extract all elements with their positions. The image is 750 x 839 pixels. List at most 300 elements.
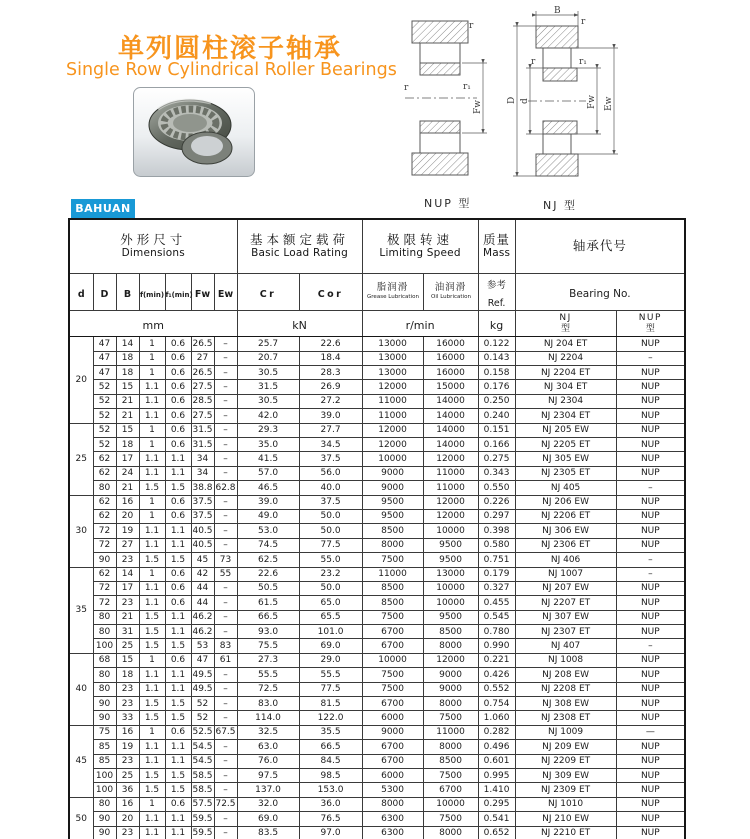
table-cell: 83.0 (237, 697, 299, 711)
table-cell: 62.8 (214, 481, 237, 495)
table-cell: 1.1 (165, 826, 191, 839)
header-speed-en: Limiting Speed (379, 247, 461, 260)
table-cell: 36.0 (299, 797, 362, 811)
col-Cr: Cr (259, 288, 277, 300)
table-cell: 52 (191, 697, 214, 711)
bearing-table-wrapper (68, 218, 684, 839)
table-cell: 40.5 (191, 538, 214, 552)
table-cell: 69.0 (299, 639, 362, 653)
table-cell: 22.6 (237, 567, 299, 581)
table-cell: 15 (116, 423, 139, 437)
table-cell: 9500 (423, 538, 478, 552)
table-cell: NUP (616, 754, 685, 768)
dim-r-left-label: r (531, 57, 536, 67)
table-cell: 0.6 (165, 797, 191, 811)
table-cell: 11000 (362, 567, 423, 581)
table-cell: – (214, 826, 237, 839)
table-cell: 18 (116, 438, 139, 452)
table-cell: 32.5 (237, 725, 299, 739)
table-cell: NJ 309 EW (515, 769, 616, 783)
table-cell: – (214, 783, 237, 797)
table-cell: 6300 (362, 812, 423, 826)
table-cell: NUP (616, 653, 685, 667)
table-cell: 1.5 (139, 625, 165, 639)
table-cell: 0.221 (478, 653, 515, 667)
table-cell: 29.3 (237, 423, 299, 437)
table-cell: 34 (191, 452, 214, 466)
table-cell: 14000 (423, 409, 478, 423)
table-cell: 72 (93, 581, 116, 595)
table-cell: 153.0 (299, 783, 362, 797)
d-group-cell: 50 (69, 797, 93, 839)
table-cell: 90 (93, 553, 116, 567)
page-title-cn: 单列圆柱滚子轴承 (118, 34, 343, 64)
table-cell: 9000 (362, 466, 423, 480)
table-row (69, 725, 685, 739)
table-row (69, 394, 685, 408)
table-cell: 1.1 (139, 409, 165, 423)
table-cell: 46.2 (191, 610, 214, 624)
table-cell: 0.179 (478, 567, 515, 581)
table-cell: 7500 (362, 610, 423, 624)
table-cell: NJ 2209 ET (515, 754, 616, 768)
d-group-cell: 20 (69, 337, 93, 423)
d-group-cell: 30 (69, 495, 93, 567)
table-cell: 27 (116, 538, 139, 552)
table-cell: 11000 (362, 409, 423, 423)
table-cell: NJ 2305 ET (515, 466, 616, 480)
table-cell: 52 (93, 409, 116, 423)
col-Ew: Ew (217, 288, 234, 300)
table-cell: 90 (93, 826, 116, 839)
table-cell: 1.5 (165, 769, 191, 783)
table-cell: 59.5 (191, 812, 214, 826)
table-cell: 9500 (423, 610, 478, 624)
table-cell: 0.343 (478, 466, 515, 480)
table-cell: 12000 (362, 438, 423, 452)
table-cell: 0.780 (478, 625, 515, 639)
table-cell: 0.6 (165, 495, 191, 509)
table-cell: – (214, 610, 237, 624)
table-cell: 12000 (423, 653, 478, 667)
table-cell: 1.1 (139, 754, 165, 768)
table-cell: 6700 (362, 697, 423, 711)
table-cell: 0.6 (165, 509, 191, 523)
unit-kn: kN (292, 318, 307, 332)
table-cell: 7500 (423, 711, 478, 725)
nj-diagram (504, 6, 626, 198)
table-cell: 15000 (423, 380, 478, 394)
table-row (69, 337, 685, 351)
table-cell: 1.1 (139, 466, 165, 480)
table-cell: NJ 1007 (515, 567, 616, 581)
table-cell: 73 (214, 553, 237, 567)
table-cell: 54.5 (191, 740, 214, 754)
table-row (69, 495, 685, 509)
col-ref: 参考 Ref. (487, 279, 507, 309)
table-cell: 46.5 (237, 481, 299, 495)
table-cell: 14 (116, 337, 139, 351)
table-cell: – (214, 625, 237, 639)
table-cell: 35.5 (299, 725, 362, 739)
header-speed-cn: 极限转速 (387, 232, 454, 248)
table-cell: 44 (191, 581, 214, 595)
table-cell: 75.5 (237, 639, 299, 653)
col-B: B (123, 288, 132, 300)
col-f-min: f(min) (139, 290, 165, 299)
unit-kg: kg (489, 318, 504, 332)
table-cell: NJ 407 (515, 639, 616, 653)
table-row (69, 366, 685, 380)
table-cell: 57.0 (237, 466, 299, 480)
table-cell: 85 (93, 740, 116, 754)
table-cell: 8500 (362, 581, 423, 595)
col-nup-type (616, 311, 685, 337)
table-cell: – (214, 740, 237, 754)
table-cell: NJ 304 ET (515, 380, 616, 394)
table-cell: 0.327 (478, 581, 515, 595)
table-cell: – (214, 351, 237, 365)
dim-r-top-label: r (581, 17, 586, 27)
table-cell: 63.0 (237, 740, 299, 754)
table-cell: – (214, 812, 237, 826)
table-cell: 8500 (362, 524, 423, 538)
col-grease-cn: 脂润滑 (376, 281, 409, 293)
table-cell: 27.2 (299, 394, 362, 408)
table-cell: NJ 305 EW (515, 452, 616, 466)
table-cell: 47 (93, 337, 116, 351)
table-cell: 0.496 (478, 740, 515, 754)
table-cell: 37.5 (299, 495, 362, 509)
table-cell: 61 (214, 653, 237, 667)
table-cell: 11000 (423, 725, 478, 739)
header-dimensions-en: Dimensions (121, 247, 185, 260)
table-cell: 0.176 (478, 380, 515, 394)
table-cell: 21 (116, 481, 139, 495)
table-cell: 1.060 (478, 711, 515, 725)
table-cell: 31.5 (237, 380, 299, 394)
table-cell: NUP (616, 581, 685, 595)
table-cell: NJ 2206 ET (515, 509, 616, 523)
table-cell: NJ 306 EW (515, 524, 616, 538)
table-cell: 0.6 (165, 351, 191, 365)
bearing-table (68, 218, 686, 839)
table-cell: – (214, 711, 237, 725)
table-cell: 65.0 (299, 596, 362, 610)
table-cell: 52 (93, 423, 116, 437)
table-cell: 10000 (362, 452, 423, 466)
table-cell: 62 (93, 466, 116, 480)
table-cell: NJ 2208 ET (515, 682, 616, 696)
table-cell: 39.0 (237, 495, 299, 509)
table-cell: — (616, 725, 685, 739)
table-row (69, 380, 685, 394)
table-cell: 9000 (423, 668, 478, 682)
table-cell: 10000 (362, 653, 423, 667)
table-cell: 122.0 (299, 711, 362, 725)
table-cell: – (214, 524, 237, 538)
table-cell: NJ 2207 ET (515, 596, 616, 610)
table-row (69, 409, 685, 423)
table-cell: 52.5 (191, 725, 214, 739)
table-cell: 58.5 (191, 769, 214, 783)
table-cell: 7500 (362, 553, 423, 567)
header-mass (478, 219, 515, 273)
table-cell: 9000 (423, 682, 478, 696)
table-row (69, 769, 685, 783)
table-cell: 0.541 (478, 812, 515, 826)
table-cell: 16000 (423, 366, 478, 380)
table-cell: – (214, 538, 237, 552)
table-cell: – (214, 380, 237, 394)
table-cell: NUP (616, 625, 685, 639)
table-cell: 41.5 (237, 452, 299, 466)
table-cell: 76.0 (237, 754, 299, 768)
dim-r-top-label: r (469, 21, 474, 31)
table-cell: 1.410 (478, 783, 515, 797)
table-cell: 52 (93, 394, 116, 408)
table-cell: 25.7 (237, 337, 299, 351)
table-cell: 55.0 (299, 553, 362, 567)
table-cell: 16000 (423, 337, 478, 351)
table-cell: 90 (93, 711, 116, 725)
table-cell: 9000 (362, 481, 423, 495)
table-cell: 38.8 (191, 481, 214, 495)
table-cell: NJ 2308 ET (515, 711, 616, 725)
table-cell: 23 (116, 553, 139, 567)
table-cell: 13000 (362, 366, 423, 380)
table-cell: 8500 (423, 754, 478, 768)
table-row (69, 553, 685, 567)
table-cell: NJ 1009 (515, 725, 616, 739)
table-cell: 47 (93, 351, 116, 365)
col-f1-min: f₁(min) (165, 290, 193, 299)
table-cell: NJ 2307 ET (515, 625, 616, 639)
table-row (69, 438, 685, 452)
table-cell: 13000 (362, 337, 423, 351)
table-cell: 10000 (423, 524, 478, 538)
table-cell: NUP (616, 380, 685, 394)
table-cell: 0.6 (165, 438, 191, 452)
table-row (69, 783, 685, 797)
table-cell: 114.0 (237, 711, 299, 725)
table-cell: 50.0 (299, 509, 362, 523)
table-cell: – (214, 452, 237, 466)
table-cell: 35.0 (237, 438, 299, 452)
table-cell: 12000 (423, 495, 478, 509)
table-cell: NUP (616, 682, 685, 696)
table-cell: 50.5 (237, 581, 299, 595)
table-cell: NUP (616, 423, 685, 437)
nup-diagram (403, 16, 500, 192)
table-cell: 83.5 (237, 826, 299, 839)
table-cell: 49.5 (191, 668, 214, 682)
table-cell: 56.0 (299, 466, 362, 480)
table-cell: 49.5 (191, 682, 214, 696)
table-cell: – (214, 423, 237, 437)
table-cell: 1 (139, 653, 165, 667)
table-cell: 55 (214, 567, 237, 581)
table-cell: 53 (191, 639, 214, 653)
col-oil-en: Oil Lubrication (430, 293, 471, 300)
table-cell: 16 (116, 495, 139, 509)
table-cell: – (214, 495, 237, 509)
table-cell: 10000 (423, 797, 478, 811)
table-cell: 80 (93, 610, 116, 624)
table-cell: 20 (116, 812, 139, 826)
table-cell: 55.5 (237, 668, 299, 682)
col-nj-type-char: 型 (561, 323, 571, 334)
table-cell: 1.1 (165, 452, 191, 466)
table-cell: 0.275 (478, 452, 515, 466)
table-cell: 55.5 (299, 668, 362, 682)
table-row (69, 481, 685, 495)
col-oil (423, 273, 478, 311)
table-cell: 1.1 (165, 625, 191, 639)
table-cell: 26.5 (191, 337, 214, 351)
table-cell: 1 (139, 797, 165, 811)
table-cell: 0.751 (478, 553, 515, 567)
table-cell: NUP (616, 812, 685, 826)
table-cell: 66.5 (299, 740, 362, 754)
table-row (69, 524, 685, 538)
table-cell: 8000 (362, 538, 423, 552)
table-cell: 57.5 (191, 797, 214, 811)
table-cell: 97.5 (237, 769, 299, 783)
table-body (69, 337, 685, 839)
unit-rmin: r/min (405, 318, 435, 332)
header-load-cn: 基本额定载荷 (250, 232, 350, 248)
table-cell: 0.426 (478, 668, 515, 682)
table-cell: 72.5 (237, 682, 299, 696)
table-cell: 23 (116, 754, 139, 768)
table-cell: 84.5 (299, 754, 362, 768)
dim-r1-label: r₁ (463, 82, 471, 92)
table-cell: 30.5 (237, 394, 299, 408)
table-cell: 6700 (362, 740, 423, 754)
table-cell: 27.7 (299, 423, 362, 437)
table-cell: 0.6 (165, 581, 191, 595)
table-cell: 101.0 (299, 625, 362, 639)
table-cell: 5300 (362, 783, 423, 797)
table-row (69, 351, 685, 365)
table-cell: 0.398 (478, 524, 515, 538)
table-cell: – (214, 769, 237, 783)
table-cell: 1.5 (165, 697, 191, 711)
col-nj-type (515, 311, 616, 337)
table-cell: 0.158 (478, 366, 515, 380)
header-load (237, 219, 362, 273)
table-cell: 6700 (362, 754, 423, 768)
header-speed (362, 219, 478, 273)
table-cell: 27.5 (191, 380, 214, 394)
table-cell: 9500 (362, 509, 423, 523)
table-cell: – (616, 553, 685, 567)
table-cell: 66.5 (237, 610, 299, 624)
table-cell: NJ 210 EW (515, 812, 616, 826)
d-group-cell: 45 (69, 725, 93, 797)
table-cell: 100 (93, 783, 116, 797)
table-cell: 69.0 (237, 812, 299, 826)
table-cell: 13000 (362, 351, 423, 365)
col-bearing-no: Bearing No. (569, 287, 631, 300)
table-cell: 1.1 (165, 668, 191, 682)
table-row (69, 509, 685, 523)
table-cell: 0.122 (478, 337, 515, 351)
table-cell: – (214, 596, 237, 610)
table-cell: 0.550 (478, 481, 515, 495)
table-row (69, 740, 685, 754)
table-row (69, 596, 685, 610)
table-cell: NJ 308 EW (515, 697, 616, 711)
table-cell: – (214, 409, 237, 423)
table-cell: NUP (616, 769, 685, 783)
table-cell: NUP (616, 711, 685, 725)
table-cell: – (214, 754, 237, 768)
table-cell: NJ 307 EW (515, 610, 616, 624)
table-cell: 27.3 (237, 653, 299, 667)
table-cell: 93.0 (237, 625, 299, 639)
table-cell: 1.1 (139, 596, 165, 610)
table-cell: 14 (116, 567, 139, 581)
table-cell: 37.5 (191, 495, 214, 509)
table-cell: 29.0 (299, 653, 362, 667)
table-cell: – (214, 394, 237, 408)
table-cell: 1.5 (165, 639, 191, 653)
table-cell: 81.5 (299, 697, 362, 711)
table-cell: NUP (616, 740, 685, 754)
table-cell: NUP (616, 783, 685, 797)
nj-diagram-label: NJ 型 (543, 199, 577, 212)
table-cell: 1 (139, 495, 165, 509)
table-cell: NJ 2309 ET (515, 783, 616, 797)
table-cell: 6700 (362, 639, 423, 653)
table-cell: 0.545 (478, 610, 515, 624)
table-cell: 34.5 (299, 438, 362, 452)
table-cell: 1.5 (139, 610, 165, 624)
table-cell: 20 (116, 509, 139, 523)
table-cell: 0.6 (165, 380, 191, 394)
nup-diagram-label: NUP 型 (424, 197, 472, 210)
table-cell: 40.0 (299, 481, 362, 495)
table-cell: 32.0 (237, 797, 299, 811)
table-cell: 83 (214, 639, 237, 653)
table-cell: 1.5 (139, 639, 165, 653)
table-cell: 7500 (362, 682, 423, 696)
table-cell: 72.5 (214, 797, 237, 811)
table-cell: NUP (616, 438, 685, 452)
table-cell: 74.5 (237, 538, 299, 552)
table-cell: 21 (116, 394, 139, 408)
table-cell: 18 (116, 668, 139, 682)
product-photo (133, 87, 255, 177)
col-nup-type-char: 型 (645, 323, 655, 334)
table-row (69, 581, 685, 595)
table-cell: 23 (116, 596, 139, 610)
table-cell: 1.5 (139, 769, 165, 783)
dim-fw-label: Fw (587, 95, 597, 109)
table-cell: 68 (93, 653, 116, 667)
table-cell: 76.5 (299, 812, 362, 826)
table-cell: NJ 2204 ET (515, 366, 616, 380)
table-cell: – (214, 466, 237, 480)
table-cell: 19 (116, 740, 139, 754)
table-cell: 1.1 (165, 524, 191, 538)
col-Cor: Cor (317, 288, 344, 300)
table-cell: 9000 (362, 725, 423, 739)
table-cell: 9500 (362, 495, 423, 509)
table-cell: 1.1 (139, 452, 165, 466)
